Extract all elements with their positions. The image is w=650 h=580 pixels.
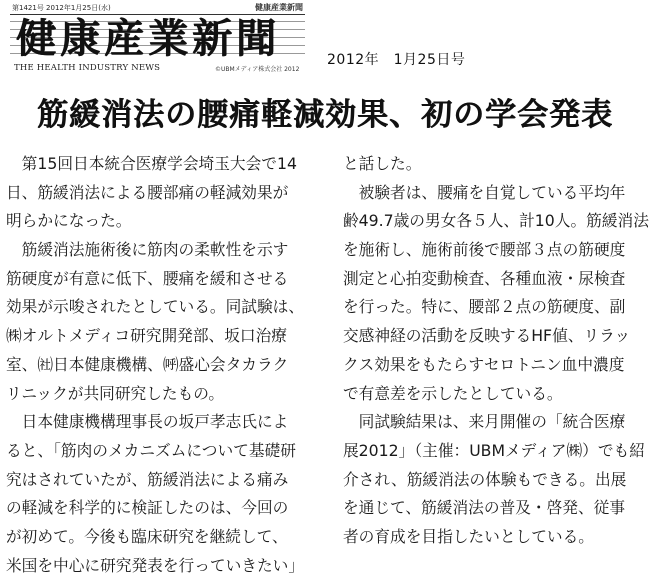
article-text-line: 明らかになった。: [6, 211, 132, 231]
article-text-line: と話した。: [343, 154, 422, 173]
article-text-line: 米国を中心に研究発表を行っていきたい」: [6, 555, 305, 575]
copyright-notice: ©UBMメディア株式会社 2012: [215, 66, 300, 73]
article-text-line: 室、㈳日本健康機構、㈺盛心会タカラク: [6, 354, 289, 374]
newspaper-english-name: THE HEALTH INDUSTRY NEWS: [14, 63, 161, 73]
article-text-line: を通じて、筋緩消法の普及・啓発、従事: [343, 498, 626, 518]
article-column-left: [6, 150, 332, 580]
article-text-line: 測定と心拍変動検査、各種血液・尿検査: [343, 268, 626, 288]
article-text-line: リニックが共同研究したもの。: [6, 383, 225, 403]
article-headline: 筋緩消法の腰痛軽減効果、初の学会発表: [37, 97, 613, 133]
issue-date: 2012年 1月25日号: [327, 52, 466, 68]
article-text-line: 究はされていたが、筋緩消法による痛み: [6, 469, 289, 489]
article-text-line: 同試験結果は、来月開催の「統合医療: [343, 412, 626, 432]
article-text-line: 者の育成を目指したいとしている。: [343, 526, 594, 546]
article-text-line: 展2012」（主催：UBMメディア㈱）でも紹: [343, 440, 645, 460]
article-text-line: クス効果をもたらすセロトニン血中濃度: [343, 354, 625, 374]
article-text-line: ㈱オルトメディコ研究開発部、坂口治療: [6, 326, 287, 346]
article-text-line: 第15回日本統合医療学会埼玉大会で14: [6, 154, 297, 173]
article-text-line: を施術し、施術前後で腰部３点の筋硬度: [343, 240, 626, 260]
article-text-line: 介され、筋緩消法の体験もできる。出展: [343, 469, 627, 489]
newspaper-logo: 健康産業新聞: [16, 16, 280, 62]
article-text-line: を行った。特に、腰部２点の筋硬度、副: [343, 297, 626, 317]
masthead-top-strip: [10, 3, 305, 15]
article-text-line: の軽減を科学的に検証したのは、今回の: [6, 498, 289, 518]
newspaper-masthead: [10, 3, 305, 73]
article-text-line: で有意差を示したとしている。: [343, 383, 563, 403]
article-text-line: が初めて。今後も臨床研究を継続して、: [6, 526, 288, 546]
article-text-line: ると、「筋肉のメカニズムについて基礎研: [6, 440, 296, 460]
article-text-line: 被験者は、腰痛を自覚している平均年: [343, 182, 626, 202]
article-text-line: 日本健康機構理事長の坂戸孝志氏によ: [6, 412, 289, 432]
article-text-line: 筋緩消法施術後に筋肉の柔軟性を示す: [6, 240, 289, 260]
article-text-line: 日、筋緩消法による腰部痛の軽減効果が: [6, 182, 289, 202]
article-column-right: [343, 150, 648, 552]
article-text-line: 筋硬度が有意に低下、腰痛を緩和させる: [6, 268, 289, 288]
article-text-line: 効果が示唆されたとしている。同試験は、: [6, 297, 305, 317]
masthead-mini-logo: 健康産業新聞: [255, 3, 303, 12]
issue-number: 第1421号 2012年1月25日(水): [12, 4, 111, 12]
article-text-line: 齢49.7歳の男女各５人、計10人。筋緩消法: [343, 211, 649, 231]
article-text-line: 交感神経の活動を反映するHF値、リラッ: [343, 326, 631, 346]
